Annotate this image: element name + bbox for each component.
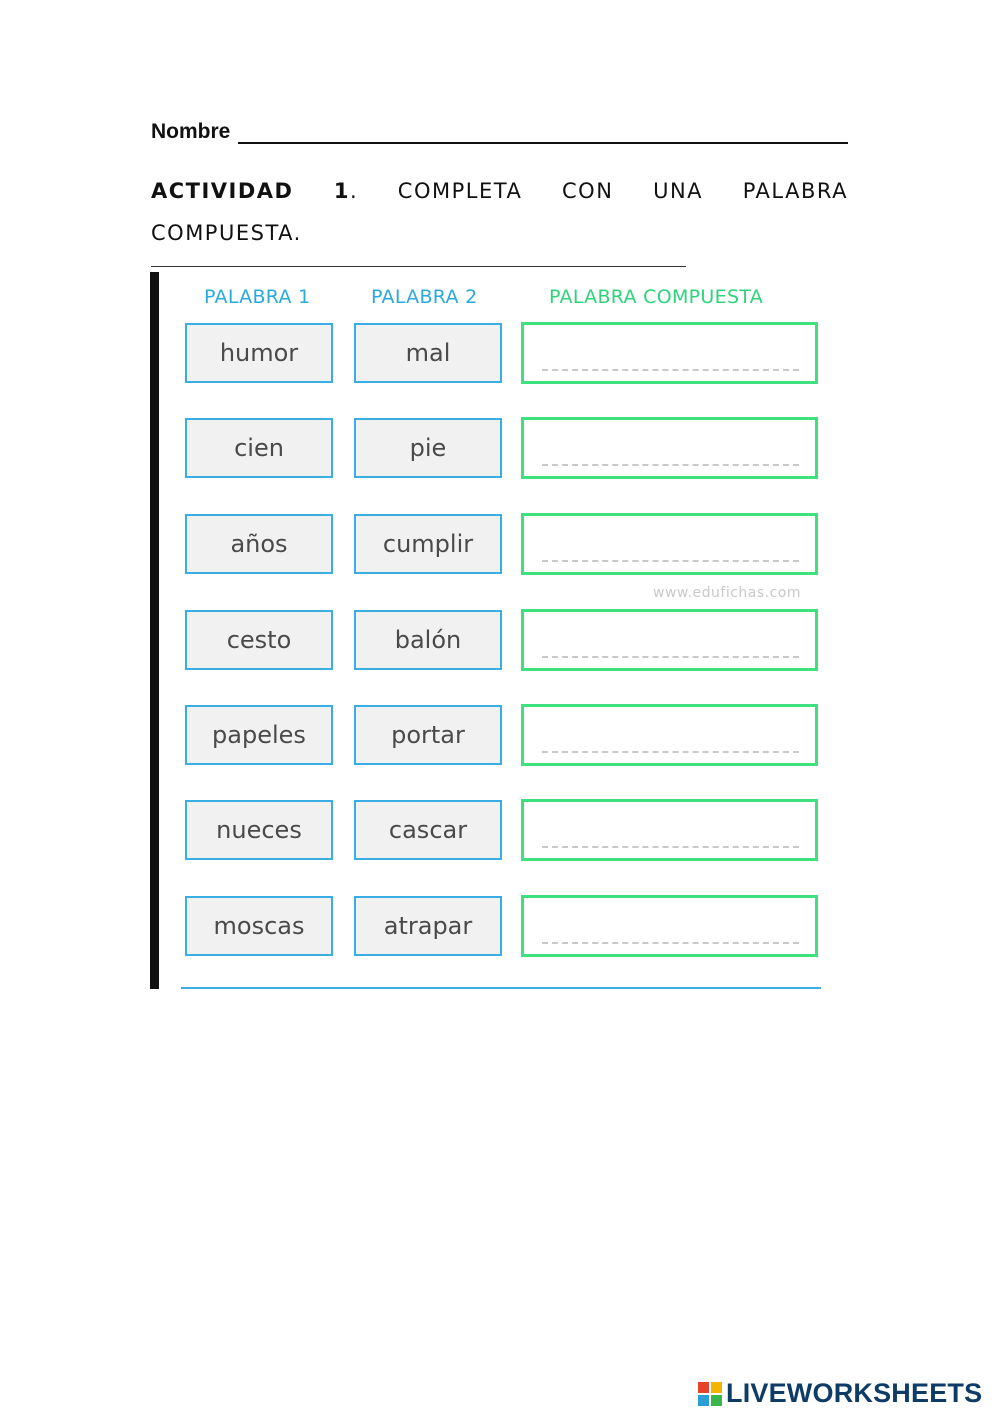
activity-title: ACTIVIDAD 1 [151, 179, 350, 203]
activity-instruction [151, 170, 848, 254]
compound-answer-field[interactable] [521, 609, 818, 671]
word1-box: cesto [185, 610, 333, 670]
word1-box: cien [185, 418, 333, 478]
answer-dashed-line [542, 656, 799, 658]
answer-dashed-line [542, 560, 799, 562]
table-bottom-rule [181, 987, 821, 989]
column-header-word2: PALABRA 2 [371, 286, 478, 308]
activity-text: . COMPLETA CON UNA PALABRA COMPUESTA. [151, 179, 848, 245]
answer-dashed-line [542, 369, 799, 371]
liveworksheets-brand [698, 1378, 982, 1409]
compound-answer-field[interactable] [521, 322, 818, 384]
word2-box: portar [354, 705, 502, 765]
word1-box: años [185, 514, 333, 574]
compound-answer-field[interactable] [521, 417, 818, 479]
brand-text: LIVEWORKSHEETS [726, 1378, 983, 1408]
word1-box: nueces [185, 800, 333, 860]
word1-box: papeles [185, 705, 333, 765]
left-margin-bar [150, 272, 159, 989]
watermark: www.edufichas.com [653, 585, 802, 601]
word2-box: cumplir [354, 514, 502, 574]
word1-box: humor [185, 323, 333, 383]
answer-dashed-line [542, 751, 799, 753]
answer-dashed-line [542, 464, 799, 466]
compound-answer-field[interactable] [521, 895, 818, 957]
answer-dashed-line [542, 846, 799, 848]
instruction-underline [151, 266, 686, 267]
compound-answer-field[interactable] [521, 513, 818, 575]
word2-box: mal [354, 323, 502, 383]
name-underline[interactable] [238, 124, 848, 144]
compound-answer-field[interactable] [521, 799, 818, 861]
name-line [151, 120, 848, 144]
name-label: Nombre [151, 120, 231, 143]
column-header-compound: PALABRA COMPUESTA [549, 286, 764, 308]
word2-box: pie [354, 418, 502, 478]
compound-answer-field[interactable] [521, 704, 818, 766]
liveworksheets-logo-icon [698, 1382, 722, 1406]
word1-box: moscas [185, 896, 333, 956]
word2-box: balón [354, 610, 502, 670]
word2-box: cascar [354, 800, 502, 860]
answer-dashed-line [542, 942, 799, 944]
column-header-word1: PALABRA 1 [204, 286, 311, 308]
word2-box: atrapar [354, 896, 502, 956]
